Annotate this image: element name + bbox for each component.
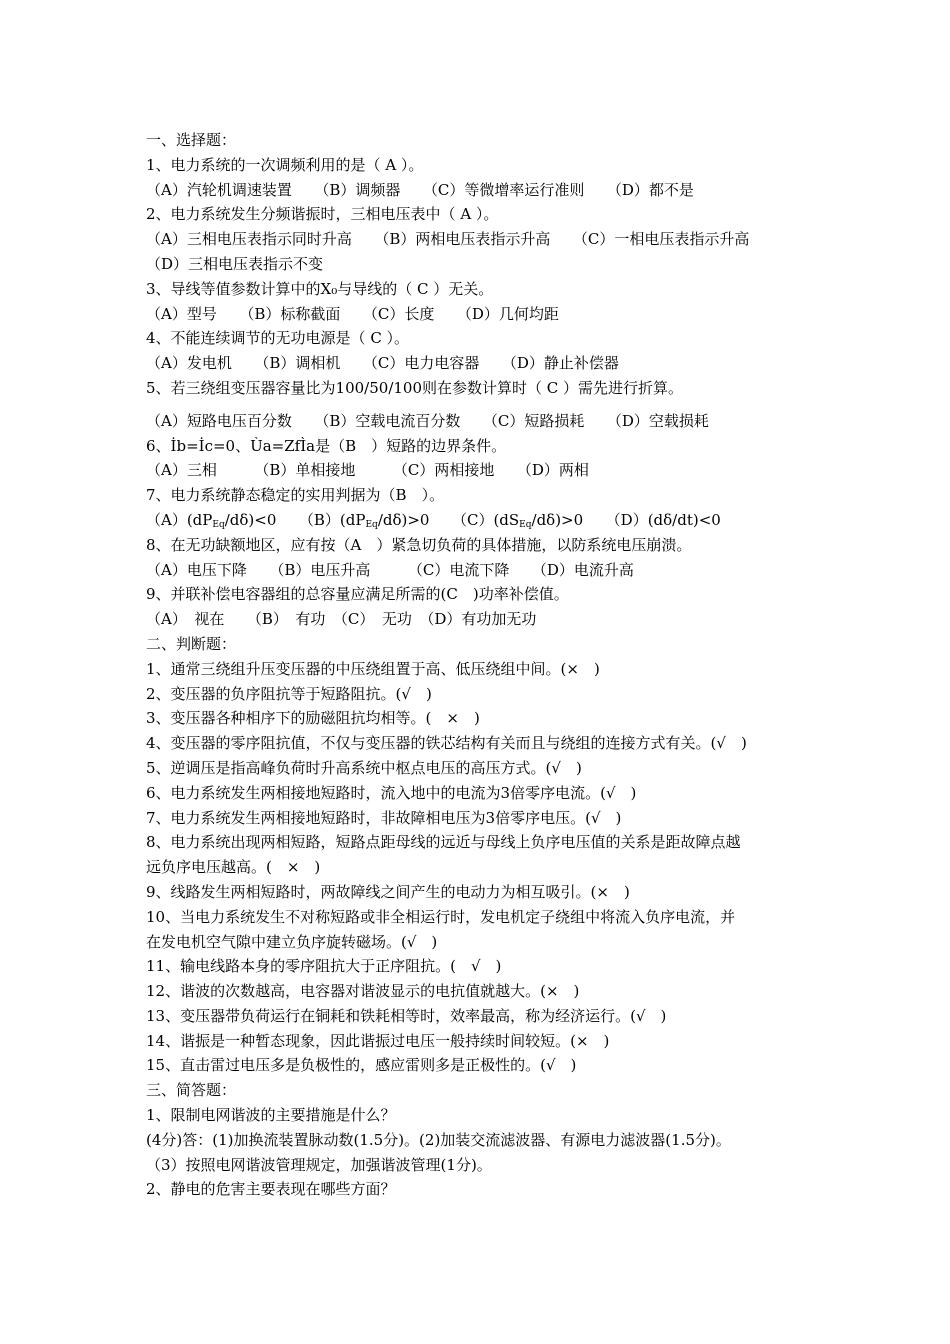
question-5-options: （A）短路电压百分数 （B）空载电流百分数 （C）短路损耗 （D）空载损耗 <box>146 411 709 430</box>
judgement-item-cont: 在发电机空气隙中建立负序旋转磁场。(√ ) <box>146 932 438 951</box>
judgement-item: 5、逆调压是指高峰负荷时升高系统中枢点电压的高压方式。(√ ) <box>146 758 582 777</box>
question-2: 2、电力系统发生分频谐振时，三相电压表中（ A ）。 <box>146 205 499 224</box>
judgement-item: 14、谐振是一种暂态现象，因此谐振过电压一般持续时间较短。(× ) <box>146 1031 610 1050</box>
short-answer-question: 1、限制电网谐波的主要措施是什么？ <box>146 1106 396 1125</box>
judgement-item: 12、谐波的次数越高，电容器对谐波显示的电抗值就越大。(× ) <box>146 982 580 1001</box>
judgement-item: 11、输电线路本身的零序阻抗大于正序阻抗。( √ ) <box>146 957 502 976</box>
option-b-text: /dδ)<0 （B）(dP <box>224 510 366 529</box>
question-4-options: （A）发电机 （B）调相机 （C）电力电容器 （D）静止补偿器 <box>146 354 619 373</box>
judgement-item: 15、直击雷过电压多是负极性的，感应雷则多是正极性的。(√ ) <box>146 1056 577 1075</box>
judgement-item: 6、电力系统发生两相接地短路时，流入地中的电流为3倍零序电流。(√ ) <box>146 783 637 802</box>
question-7-options <box>146 508 816 533</box>
question-5: 5、若三绕组变压器容量比为100/50/100则在参数计算时（ C ）需先进行折算。 <box>146 378 684 397</box>
judgement-item: 2、变压器的负序阻抗等于短路阻抗。(√ ) <box>146 684 432 703</box>
judgement-item: 7、电力系统发生两相接地短路时，非故障相电压为3倍零序电压。(√ ) <box>146 808 622 827</box>
short-answer-text: （3）按照电网谐波管理规定，加强谐波管理(1分)。 <box>146 1155 492 1174</box>
judgement-item: 1、通常三绕组升压变压器的中压绕组置于高、低压绕组中间。(× ) <box>146 659 600 678</box>
question-3: 3、导线等值参数计算中的X₀与导线的（ C ）无关。 <box>146 279 494 298</box>
option-d-text: /dδ)>0 （D）(dδ/dt)<0 <box>531 510 721 529</box>
question-7: 7、电力系统静态稳定的实用判据为（B ）。 <box>146 486 445 505</box>
question-6-options: （A）三相 （B）单相接地 （C）两相接地 （D）两相 <box>146 461 589 480</box>
question-8-options: （A）电压下降 （B）电压升高 （C）电流下降 （D）电流升高 <box>146 560 634 579</box>
subscript-eq: Eq <box>519 519 532 530</box>
judgement-item: 3、变压器各种相序下的励磁阻抗均相等。( × ) <box>146 709 480 728</box>
short-answer-text: (4分)答：(1)加换流装置脉动数(1.5分)。(2)加装交流滤波器、有源电力滤波器(1.5分)。 <box>146 1130 731 1149</box>
question-1-options: （A）汽轮机调速装置 （B）调频器 （C）等微增率运行准则 （D）都不是 <box>146 180 694 199</box>
judgement-item: 4、变压器的零序阻抗值，不仅与变压器的铁芯结构有关而且与绕组的连接方式有关。(√ ) <box>146 734 747 753</box>
judgement-item: 8、电力系统出现两相短路，短路点距母线的远近与母线上负序电压值的关系是距故障点越 <box>146 833 741 852</box>
question-3-options: （A）型号 （B）标称截面 （C）长度 （D）几何均距 <box>146 304 559 323</box>
section-title-choice: 一、选择题： <box>146 131 237 149</box>
question-9-options: （A） 视在 （B） 有功 （C） 无功 （D）有功加无功 <box>146 610 537 629</box>
short-answer-question: 2、静电的危害主要表现在哪些方面？ <box>146 1180 396 1199</box>
option-a-text: （A）(dP <box>146 510 213 529</box>
judgement-item: 9、线路发生两相短路时，两故障线之间产生的电动力为相互吸引。(× ) <box>146 882 630 901</box>
subscript-eq: Eq <box>365 519 378 530</box>
document-page <box>146 128 816 1202</box>
judgement-item: 13、变压器带负荷运行在铜耗和铁耗相等时，效率最高，称为经济运行。(√ ) <box>146 1006 667 1025</box>
question-2-options-cont: （D）三相电压表指示不变 <box>146 254 324 273</box>
question-1: 1、电力系统的一次调频利用的是（ A ）。 <box>146 155 424 174</box>
section-title-judgement: 二、判断题： <box>146 634 237 653</box>
question-6: 6、İb=İc=0、Ùa=ZfÌa是（B ）短路的边界条件。 <box>146 436 507 455</box>
option-c-text: /dδ)>0 （C）(dS <box>377 510 520 529</box>
judgement-item-cont: 远负序电压越高。( × ) <box>146 858 321 877</box>
subscript-eq: Eq <box>212 519 225 530</box>
section-title-short-answer: 三、简答题： <box>146 1081 237 1100</box>
question-2-options: （A）三相电压表指示同时升高 （B）两相电压表指示升高 （C）一相电压表指示升高 <box>146 230 750 249</box>
question-4: 4、不能连续调节的无功电源是（ C ）。 <box>146 329 410 348</box>
question-8: 8、在无功缺额地区，应有按（A ）紧急切负荷的具体措施，以防系统电压崩溃。 <box>146 535 692 554</box>
question-9: 9、并联补偿电容器组的总容量应满足所需的(C )功率补偿值。 <box>146 585 569 604</box>
judgement-item: 10、当电力系统发生不对称短路或非全相运行时，发电机定子绕组中将流入负序电流，并 <box>146 907 736 926</box>
